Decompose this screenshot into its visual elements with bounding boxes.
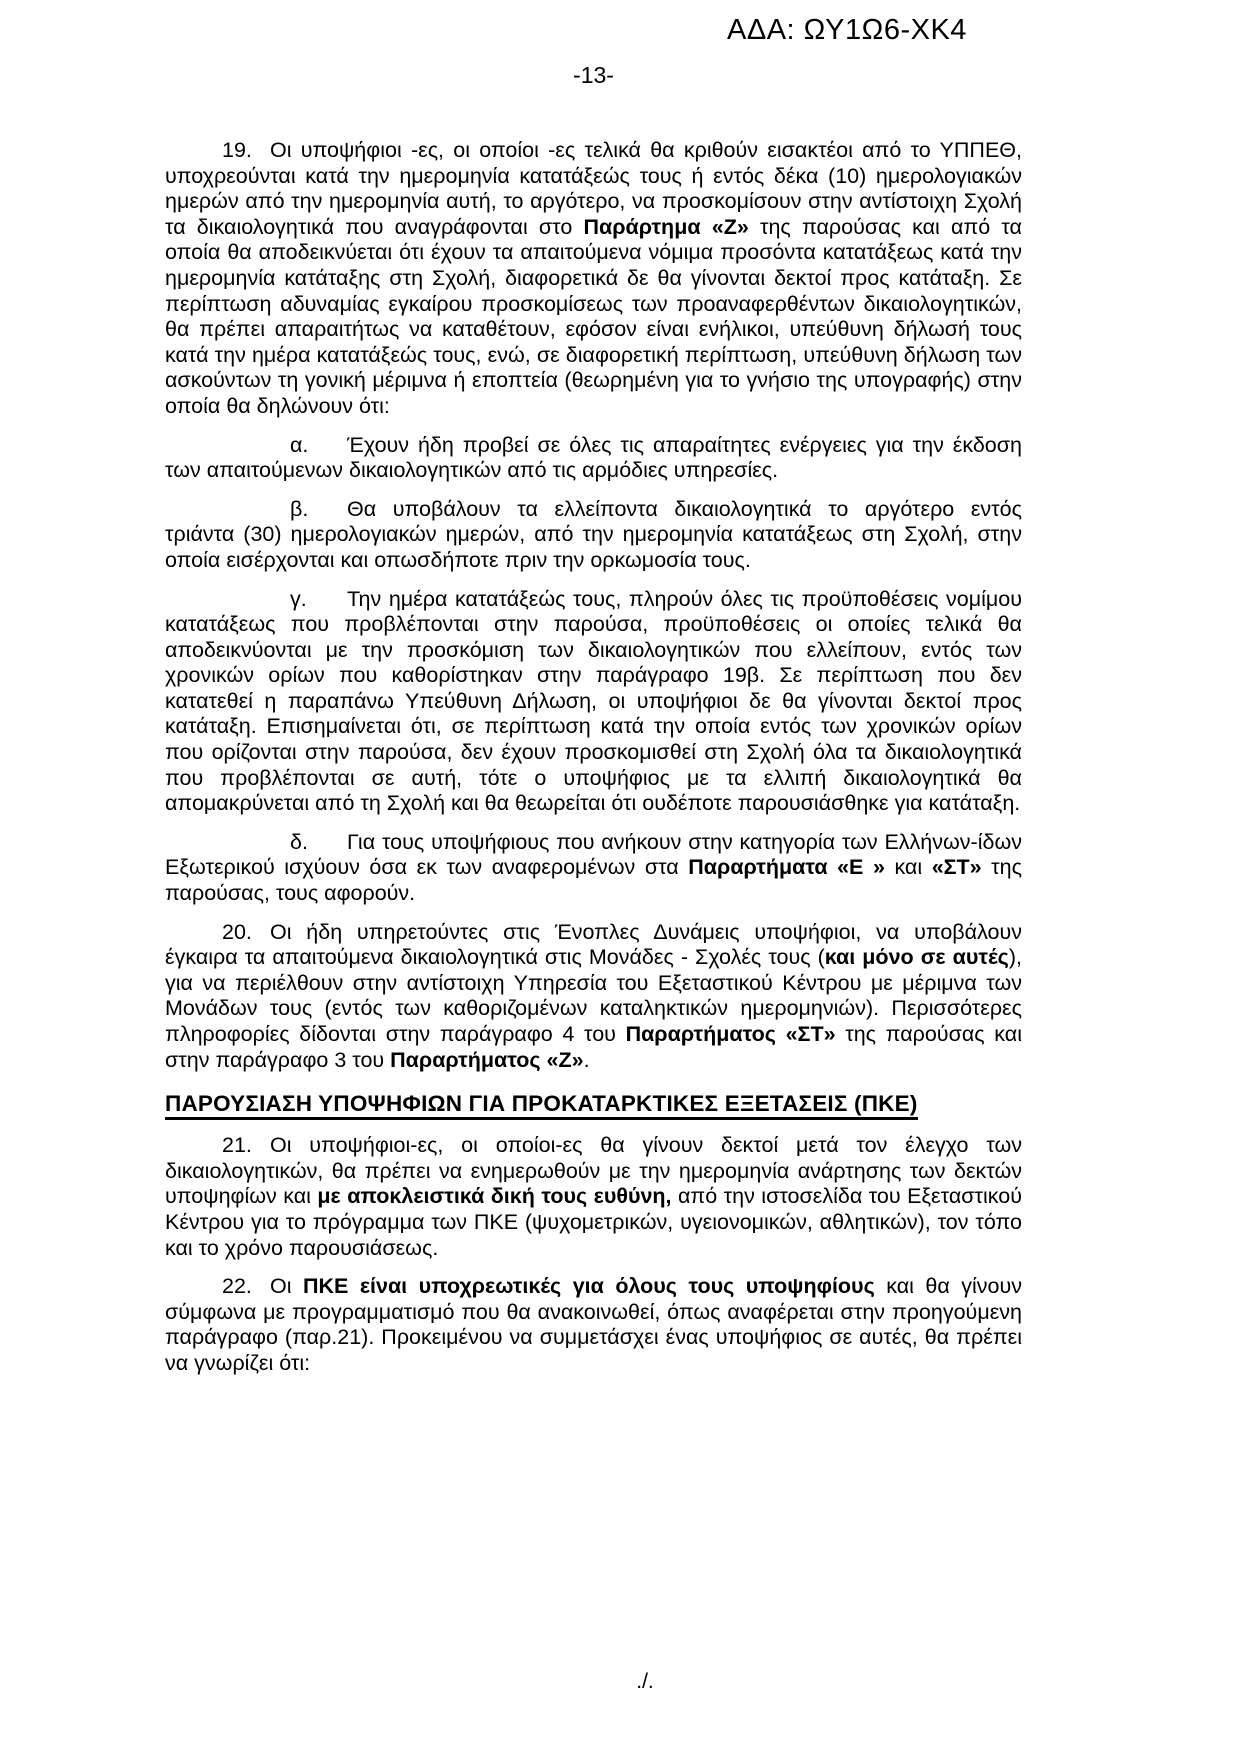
text-run: Έχουν ήδη προβεί σε όλες τις απαραίτητες ενέργειες για την έκδοση των απαιτούμενων δικαιολογητικών από τις αρμόδιες υπηρεσίες.	[165, 432, 1022, 483]
paragraph-label: 22.	[222, 1274, 252, 1299]
text-run: Παραρτήματα «Ε »	[688, 855, 885, 880]
text-run: της παρούσας, τους αφορούν.	[165, 855, 1022, 906]
paragraph-22	[165, 1274, 1022, 1376]
text-run: ΠΚΕ είναι υποχρεωτικές για όλους τους υποψηφίους	[302, 1274, 875, 1299]
text-run: και μόνο σε αυτές	[824, 945, 1009, 970]
text-run: Παραρτήματος «Ζ»	[390, 1047, 584, 1072]
document-body	[165, 138, 1022, 1390]
text-run: ΠΑΡΟΥΣΙΑΣΗ ΥΠΟΨΗΦΙΩΝ ΓΙΑ ΠΡΟΚΑΤΑΡΚΤΙΚΕΣ ΕΞΕΤΑΣΕΙΣ (ΠΚΕ)	[165, 1091, 918, 1120]
paragraph-label: β.	[290, 496, 309, 521]
text-run: ), για να περιέλθουν στην αντίστοιχη Υπηρεσία του Εξεταστικού Κέντρου με μέριμνα των Μονάδων τους (εντός των καθοριζομένων καταληκτικών ημερομηνιών). Περισσότερες πληροφορίες δίδονται στην παράγραφο 4 του	[165, 945, 1022, 1046]
text-run: Οι υποψήφιοι -ες, οι οποίοι -ες τελικά θα κριθούν εισακτέοι από το ΥΠΠΕΘ, υποχρεούνται κατά την ημερομηνία κατατάξεώς τους ή εντός δέκα (10) ημερολογιακών ημερών από την ημερομηνία αυτή, το αργότερο, να προσκομίσουν στην αντίστοιχη Σχολή τα δικαιολογητικά που αναγράφονται στο	[165, 138, 1022, 239]
text-run: από την ιστοσελίδα του Εξεταστικού Κέντρου για το πρόγραμμα των ΠΚΕ (ψυχομετρικών, υγειονομικών, αθλητικών), τον τόπο και το χρόνο παρουσιάσεως.	[165, 1184, 1022, 1260]
text-run: της παρούσας και στην παράγραφο 3 του	[165, 1022, 1022, 1072]
paragraph-label: 20.	[222, 919, 252, 944]
text-run: Παράρτημα «Ζ»	[583, 214, 749, 239]
paragraph-label: 21.	[222, 1133, 252, 1158]
paragraph-21	[165, 1133, 1022, 1261]
text-run: και	[884, 855, 932, 880]
text-run: «ΣΤ»	[931, 855, 982, 880]
subparagraph-gamma	[165, 587, 1022, 817]
page-number: -13-	[573, 62, 614, 88]
paragraph-label: γ.	[290, 586, 307, 611]
paragraph-20	[165, 920, 1022, 1074]
text-run: Παραρτήματος «ΣΤ»	[625, 1022, 836, 1046]
paragraph-label: 19.	[222, 138, 252, 162]
subparagraph-beta	[165, 497, 1022, 574]
section-heading	[165, 1091, 1022, 1117]
paragraph-19	[165, 138, 1022, 420]
text-run: με αποκλειστικά δική τους ευθύνη,	[317, 1184, 672, 1209]
paragraph-label: α.	[290, 432, 309, 457]
text-run: της παρούσας και από τα οποία θα αποδεικνύεται ότι έχουν τα απαιτούμενα νόμιμα προσόντα κατατάξεως κατά την ημερομηνία κατάταξης στη Σχολή, διαφορετικά δε θα γίνονται δεκτοί προς κατάταξη. Σε περίπτωση αδυναμίας εγκαίρου προσκομίσεως των προαναφερθέντων δικαιολογητικών, θα πρέπει απαραιτήτως να καταθέτουν, εφόσον είναι ενήλικοι, υπεύθυνη δήλωσή τους κατά την ημέρα κατατάξεώς τους, ενώ, σε διαφορετική περίπτωση, υπεύθυνη δήλωση των ασκούντων τη γονική μέριμνα ή εποπτεία (θεωρημένη για το γνήσιο της υπογραφής) στην οποία θα δηλώνουν ότι:	[165, 214, 1022, 418]
text-run: και θα γίνουν σύμφωνα με προγραμματισμό που θα ανακοινωθεί, όπως αναφέρεται στην προηγούμενη παράγραφο (παρ.21). Προκειμένου να συμμετάσχει ένας υποψήφιος σε αυτές, θα πρέπει να γνωρίζει ότι:	[165, 1274, 1022, 1375]
text-run: Οι	[270, 1274, 303, 1299]
paragraph-label: δ.	[290, 829, 308, 854]
subparagraph-delta	[165, 830, 1022, 907]
text-run: Οι ήδη υπηρετούντες στις Ένοπλες Δυνάμεις υποψήφιοι, να υποβάλουν έγκαιρα τα απαιτούμενα δικαιολογητικά στις Μονάδες - Σχολές τους (	[165, 919, 1022, 970]
continuation-mark: ./.	[636, 1670, 654, 1693]
text-run: Οι υποψήφιοι-ες, οι οποίοι-ες θα γίνουν δεκτοί μετά τον έλεγχο των δικαιολογητικών, θα πρέπει να ενημερωθούν με την ημερομηνία ανάρτησης των δεκτών υποψηφίων και	[165, 1133, 1022, 1209]
text-run: Θα υποβάλουν τα ελλείποντα δικαιολογητικά το αργότερο εντός τριάντα (30) ημερολογιακών ημερών, από την ημερομηνία κατατάξεως στη Σχολή, στην οποία εισέρχονται και οπωσδήποτε πριν την ορκωμοσία τους.	[165, 496, 1022, 572]
subparagraph-alpha	[165, 433, 1022, 484]
text-run: Την ημέρα κατατάξεώς τους, πληρούν όλες τις προϋποθέσεις νομίμου κατατάξεως που προβλέπονται στην παρούσα, προϋποθέσεις οι οποίες τελικά θα αποδεικνύονται με την προσκόμιση των δικαιολογητικών που ελλείπουν, εντός των χρονικών ορίων που καθορίστηκαν στην παράγραφο 19β. Σε περίπτωση που δεν κατατεθεί η παραπάνω Υπεύθυνη Δήλωση, οι υποψήφιοι δε θα γίνονται δεκτοί προς κατάταξη. Επισημαίνεται ότι, σε περίπτωση κατά την οποία εντός των χρονικών ορίων που ορίζονται στην παρούσα, δεν έχουν προσκομισθεί στη Σχολή όλα τα δικαιολογητικά που προβλέπονται σε αυτή, τότε ο υποψήφιος με τα ελλιπή δικαιολογητικά θα απομακρύνεται από τη Σχολή και θα θεωρείται ότι ουδέποτε παρουσιάσθηκε για κατάταξη.	[165, 586, 1022, 816]
text-run: Για τους υποψήφιους που ανήκουν στην κατηγορία των Ελλήνων-ίδων Εξωτερικού ισχύουν όσα εκ των αναφερομένων στα	[165, 829, 1022, 880]
text-run: .	[583, 1047, 590, 1072]
ada-code: ΑΔΑ: ΩΥ1Ω6-ΧΚ4	[727, 14, 967, 46]
